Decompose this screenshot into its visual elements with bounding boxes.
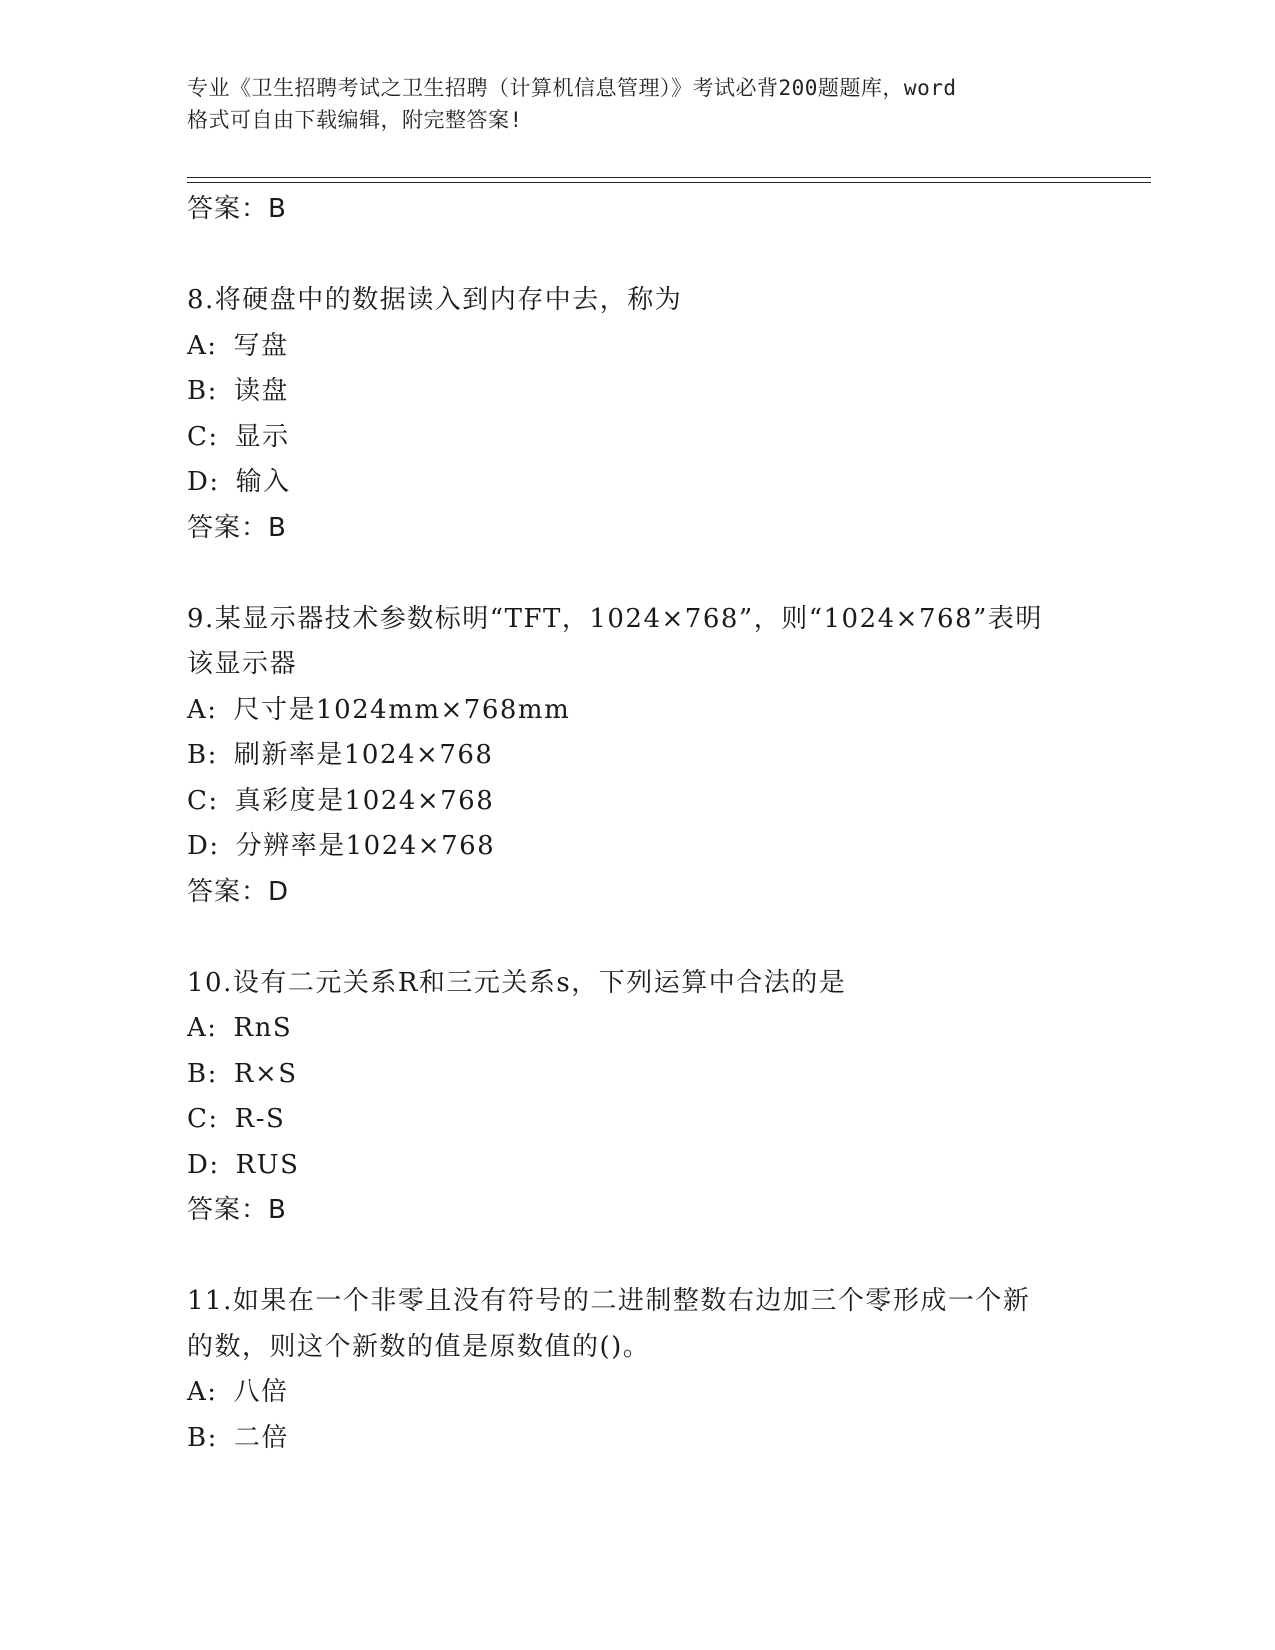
option-text: 显示: [234, 421, 290, 452]
option-text: 写盘: [233, 330, 289, 361]
option-text: R×S: [233, 1058, 298, 1089]
question-text: 8.将硬盘中的数据读入到内存中去，称为: [187, 285, 683, 315]
question-text-line-2: 的数，则这个新数的值是原数值的()。: [187, 1331, 651, 1362]
option-d: [187, 1143, 1087, 1189]
option-a: [187, 688, 1087, 734]
option-a: [187, 1006, 1087, 1052]
option-label: C:: [187, 421, 219, 452]
question-text-line-1: 9.某显示器技术参数标明“TFT，1024×768”，则“1024×768”表明: [187, 603, 1043, 634]
option-label: B:: [187, 1058, 218, 1089]
option-text: 尺寸是1024mm×768mm: [233, 694, 571, 725]
question-block: [187, 1279, 1087, 1461]
option-label: B:: [187, 1422, 218, 1453]
option-text: RnS: [233, 1013, 293, 1043]
option-c: [187, 415, 1087, 461]
option-a: [187, 1370, 1087, 1416]
option-label: C:: [187, 785, 219, 816]
option-text: 读盘: [233, 376, 289, 406]
question-text-line-1: 11.如果在一个非零且没有符号的二进制整数右边加三个零形成一个新: [187, 1286, 1031, 1316]
header-line-1: 专业《卫生招聘考试之卫生招聘（计算机信息管理）》考试必背200题题库，word: [187, 76, 957, 100]
option-text: 分辨率是1024×768: [235, 831, 496, 861]
question-block: [187, 278, 1087, 551]
option-text: 二倍: [233, 1422, 289, 1453]
option-d: [187, 824, 1087, 870]
option-b: [187, 1416, 1087, 1462]
answer-line: 答案：B: [187, 194, 287, 224]
answer-line: 答案：B: [187, 1195, 287, 1225]
option-b: [187, 733, 1087, 779]
answer-line: 答案：D: [187, 876, 290, 907]
option-label: D:: [187, 467, 220, 497]
option-text: 真彩度是1024×768: [234, 785, 495, 816]
option-b: [187, 369, 1087, 415]
option-c: [187, 779, 1087, 825]
option-c: [187, 1097, 1087, 1143]
option-d: [187, 460, 1087, 506]
option-label: B:: [187, 376, 218, 406]
option-label: A:: [187, 1013, 218, 1043]
option-label: B:: [187, 740, 218, 770]
question-list: [187, 187, 1087, 1461]
document-header: [187, 72, 1087, 136]
answer-line: 答案：B: [187, 512, 287, 543]
option-b: [187, 1052, 1087, 1098]
spacer: [187, 551, 1087, 597]
spacer: [187, 1234, 1087, 1280]
header-rule-top: [187, 177, 1151, 178]
option-label: A:: [187, 330, 218, 361]
question-text-line-2: 该显示器: [187, 649, 298, 679]
question-block: [187, 597, 1087, 916]
option-label: A:: [187, 694, 218, 725]
option-text: RUS: [235, 1149, 300, 1180]
option-label: D:: [187, 831, 220, 861]
question-block: [187, 961, 1087, 1234]
option-label: C:: [187, 1104, 219, 1134]
option-text: 刷新率是1024×768: [233, 740, 494, 770]
option-label: A:: [187, 1377, 218, 1407]
spacer: [187, 915, 1087, 961]
option-text: R-S: [234, 1104, 286, 1134]
option-text: 八倍: [233, 1377, 289, 1407]
spacer: [187, 233, 1087, 279]
option-label: D:: [187, 1149, 220, 1180]
option-a: [187, 324, 1087, 370]
question-text: 10.设有二元关系R和三元关系s，下列运算中合法的是: [187, 967, 847, 998]
header-line-2: 格式可自由下载编辑，附完整答案!: [187, 108, 523, 132]
header-rule-bottom: [187, 182, 1151, 183]
option-text: 输入: [235, 467, 291, 497]
